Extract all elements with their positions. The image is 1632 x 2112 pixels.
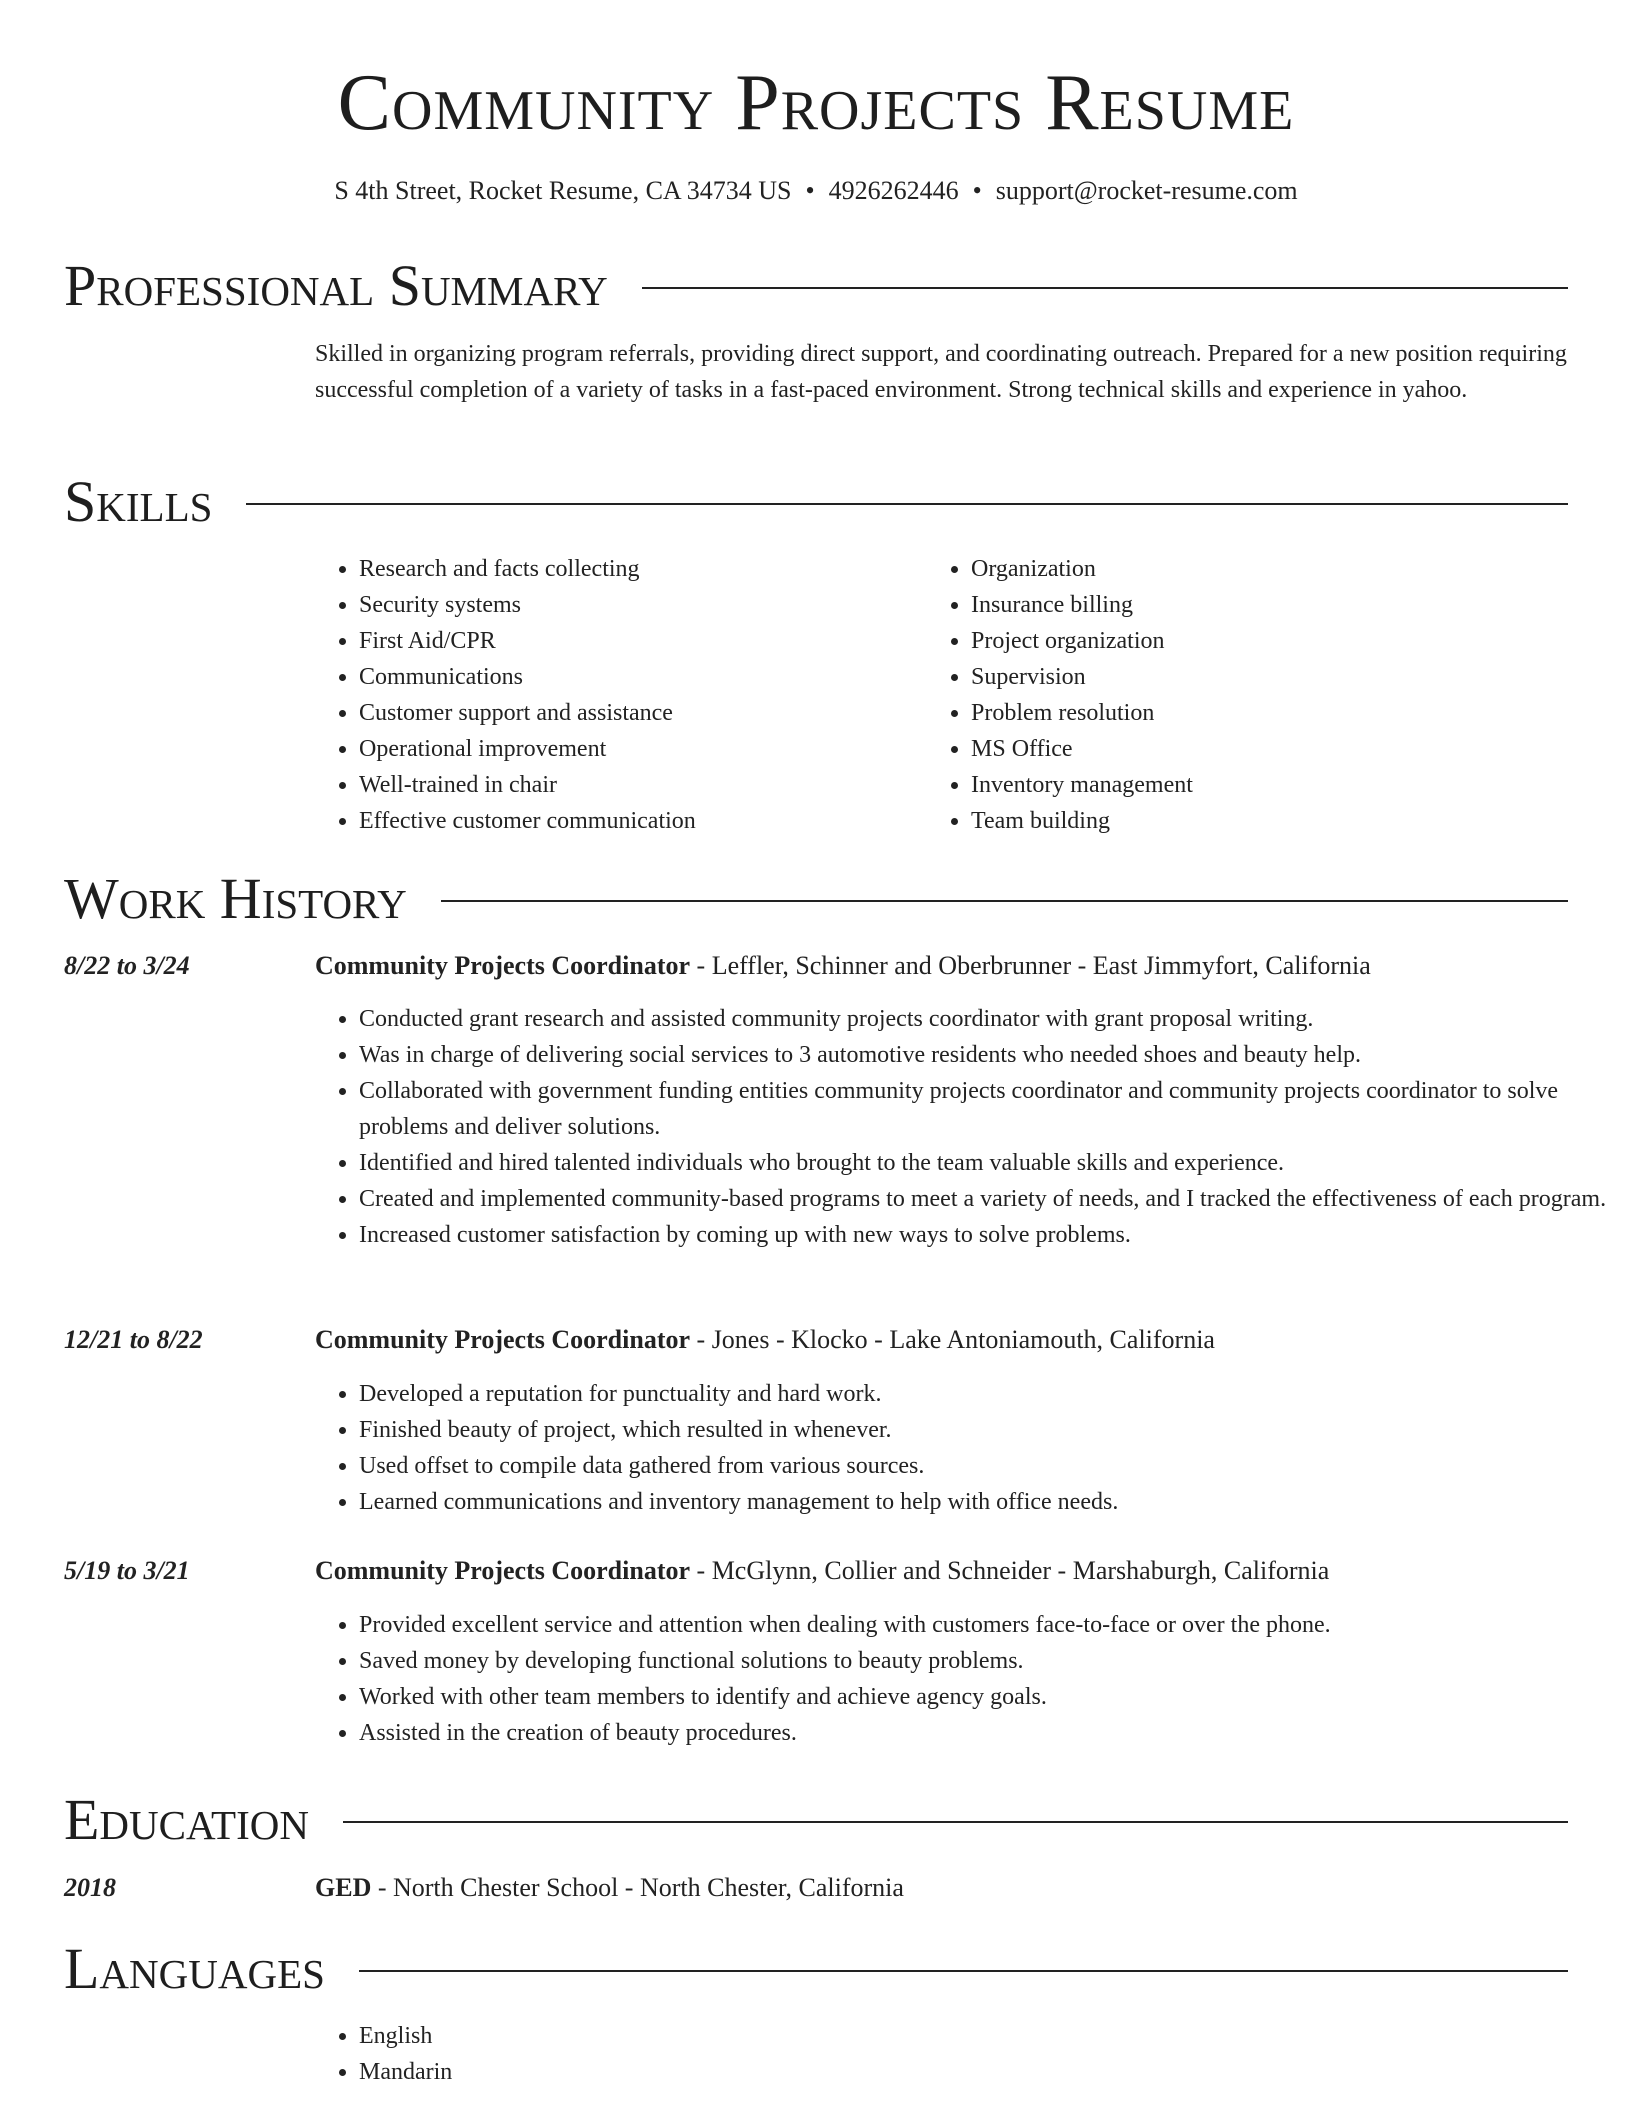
summary-text: Skilled in organizing program referrals, providing direct support, and coordinating outreach. Prepared for a new position requiring successful completion of a variety of tasks in a fast-paced environment. Strong technical skills and experience in yahoo. (315, 341, 1567, 403)
list-item: • Used offset to compile data gathered from various sources. (359, 1448, 1612, 1484)
education-year: 2018 (64, 1873, 116, 1902)
separator: • (972, 176, 982, 205)
section-divider (642, 287, 1568, 289)
list-item: • Well-trained in chair (359, 767, 919, 803)
list-item: • Increased customer satisfaction by coming up with new ways to solve problems. (359, 1217, 1612, 1253)
list-item: • Conducted grant research and assisted community projects coordinator with grant proposal writing. (359, 1001, 1612, 1037)
list-item: • Project organization (971, 623, 1531, 659)
list-item: • Insurance billing (971, 587, 1531, 623)
list-item: • Research and facts collecting (359, 551, 919, 587)
section-header-languages (64, 1937, 1568, 2001)
list-item: • Organization (971, 551, 1531, 587)
section-divider (246, 503, 1568, 505)
job-title-line (315, 1553, 1329, 1589)
degree: GED (315, 1873, 372, 1902)
section-divider (343, 1821, 1568, 1823)
list-item: • Was in charge of delivering social services to 3 automotive residents who needed shoes and beauty help. (359, 1037, 1612, 1073)
resume-title: Community Projects Resume (337, 59, 1295, 147)
list-item: • Identified and hired talented individuals who brought to the team valuable skills and experience. (359, 1145, 1612, 1181)
job-employer: - McGlynn, Collier and Schneider - Marshaburgh, California (690, 1556, 1330, 1585)
list-item: • Finished beauty of project, which resulted in whenever. (359, 1412, 1612, 1448)
list-item: • MS Office (971, 731, 1531, 767)
section-header-summary (64, 254, 1568, 318)
list-item: • Communications (359, 659, 919, 695)
list-item: • English (359, 2018, 959, 2054)
section-header-work-history (64, 867, 1568, 931)
address: S 4th Street, Rocket Resume, CA 34734 US (334, 176, 792, 205)
school: - North Chester School - North Chester, California (371, 1873, 904, 1902)
job-dates: 5/19 to 3/21 (64, 1556, 190, 1585)
contact-line (0, 174, 1632, 208)
job-bullets (315, 1376, 1612, 1520)
list-item: • Mandarin (359, 2054, 959, 2090)
job-employer: - Leffler, Schinner and Oberbrunner - East Jimmyfort, California (690, 951, 1371, 980)
job-title: Community Projects Coordinator (315, 1325, 691, 1354)
section-title: Work History (64, 866, 407, 931)
list-item: • Effective customer communication (359, 803, 919, 839)
list-item: • Worked with other team members to identify and achieve agency goals. (359, 1679, 1612, 1715)
list-item: • Assisted in the creation of beauty procedures. (359, 1715, 1612, 1751)
section-divider (441, 900, 1568, 902)
section-divider (359, 1970, 1568, 1972)
list-item: • Inventory management (971, 767, 1531, 803)
section-header-education (64, 1788, 1568, 1852)
section-title: Education (64, 1787, 309, 1852)
section-title: Languages (64, 1936, 325, 2001)
job-employer: - Jones - Klocko - Lake Antoniamouth, California (690, 1325, 1215, 1354)
list-item: • Operational improvement (359, 731, 919, 767)
job-dates: 8/22 to 3/24 (64, 951, 190, 980)
list-item: • Collaborated with government funding entities community projects coordinator and community projects coordinator to solve problems and deliver solutions. (359, 1073, 1612, 1145)
section-title: Skills (64, 469, 213, 534)
list-item: • Customer support and assistance (359, 695, 919, 731)
section-header-skills (64, 470, 1568, 534)
list-item: • First Aid/CPR (359, 623, 919, 659)
list-item: • Problem resolution (971, 695, 1531, 731)
list-item: • Created and implemented community-based programs to meet a variety of needs, and I tracked the effectiveness of each program. (359, 1181, 1612, 1217)
phone: 4926262446 (828, 176, 959, 205)
education-line (315, 1870, 904, 1906)
job-title-line (315, 1322, 1215, 1358)
list-item: • Supervision (971, 659, 1531, 695)
list-item: • Developed a reputation for punctuality and hard work. (359, 1376, 1612, 1412)
list-item: • Saved money by developing functional solutions to beauty problems. (359, 1643, 1612, 1679)
skills-list-right (927, 551, 1531, 839)
job-title-line (315, 948, 1371, 984)
job-dates: 12/21 to 8/22 (64, 1325, 203, 1354)
languages-list (315, 2018, 959, 2090)
email: support@rocket-resume.com (995, 176, 1298, 205)
list-item: • Provided excellent service and attention when dealing with customers face-to-face or over the phone. (359, 1607, 1612, 1643)
job-title: Community Projects Coordinator (315, 951, 691, 980)
list-item: • Team building (971, 803, 1531, 839)
skills-list-left (315, 551, 919, 839)
job-bullets (315, 1607, 1612, 1751)
list-item: • Learned communications and inventory management to help with office needs. (359, 1484, 1612, 1520)
list-item: • Security systems (359, 587, 919, 623)
job-bullets (315, 1001, 1612, 1253)
separator: • (805, 176, 815, 205)
section-title: Professional Summary (64, 253, 608, 318)
job-title: Community Projects Coordinator (315, 1556, 691, 1585)
